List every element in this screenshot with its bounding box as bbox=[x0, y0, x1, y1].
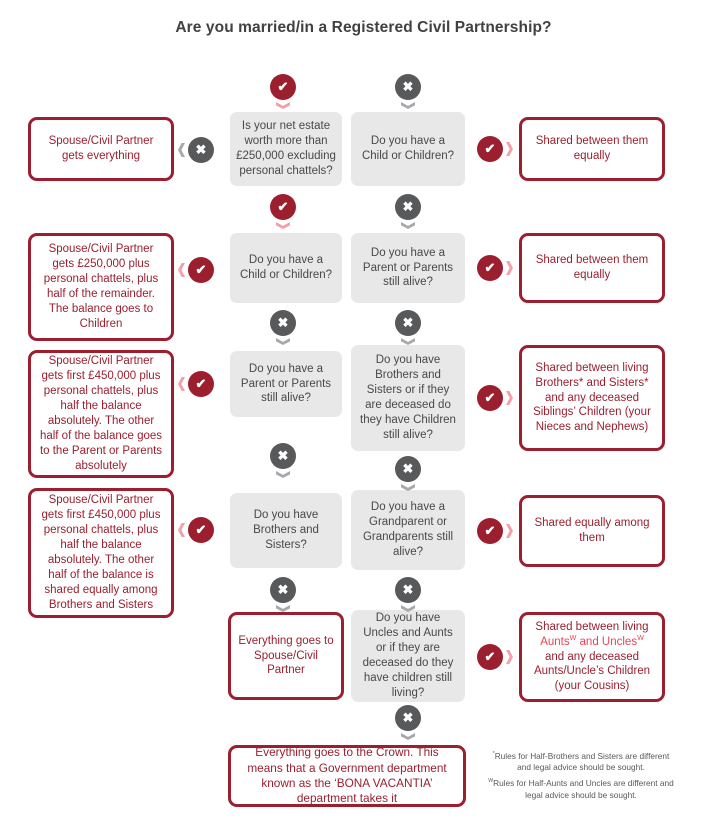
cross-glyph: ✖ bbox=[270, 577, 296, 603]
no-cross-icon bbox=[270, 443, 296, 469]
chevron-down-icon bbox=[401, 338, 415, 345]
question-text: Do you have a Child or Children? bbox=[361, 135, 455, 162]
cross-glyph: ✖ bbox=[395, 74, 421, 100]
question-text: Do you have a Parent or Parents still alive? bbox=[240, 362, 332, 405]
chevron-left-icon bbox=[178, 263, 185, 277]
cross-glyph: ✖ bbox=[395, 577, 421, 603]
question-siblings-single bbox=[351, 345, 465, 451]
cross-glyph: ✖ bbox=[395, 456, 421, 482]
chevron-down-icon bbox=[401, 733, 415, 740]
question-net-estate bbox=[230, 112, 342, 186]
yes-check-icon bbox=[477, 136, 503, 162]
no-cross-icon bbox=[188, 137, 214, 163]
outcome-crown-bona-vacantia bbox=[228, 745, 466, 807]
yes-check-icon bbox=[270, 74, 296, 100]
no-cross-icon bbox=[395, 74, 421, 100]
chevron-right-icon bbox=[506, 261, 513, 275]
question-grandparents bbox=[351, 490, 465, 570]
chevron-down-icon bbox=[276, 102, 290, 109]
aunts-rest: and any deceased Aunts/Uncle’s Children (your Cousins) bbox=[533, 650, 651, 693]
cross-glyph: ✖ bbox=[188, 137, 214, 163]
no-cross-icon bbox=[395, 577, 421, 603]
footnote-text: Rules for Half-Brothers and Sisters are different and legal advice should be sought. bbox=[494, 751, 670, 773]
question-text: Is your net estate worth more than £250,000 excluding personal chattels? bbox=[236, 120, 336, 177]
question-text: Do you have Brothers and Sisters? bbox=[253, 509, 319, 551]
chevron-right-icon bbox=[506, 142, 513, 156]
question-uncles-aunts bbox=[351, 610, 465, 702]
check-glyph: ✔ bbox=[477, 136, 503, 162]
question-text: Do you have a Parent or Parents still alive? bbox=[362, 246, 454, 289]
footnote-mark: W bbox=[488, 778, 494, 785]
yes-check-icon bbox=[477, 385, 503, 411]
footnote-half-aunts bbox=[488, 778, 674, 800]
cross-glyph: ✖ bbox=[270, 443, 296, 469]
chevron-right-icon bbox=[506, 524, 513, 538]
cross-glyph: ✖ bbox=[395, 310, 421, 336]
chevron-right-icon bbox=[506, 650, 513, 664]
check-glyph: ✔ bbox=[188, 371, 214, 397]
yes-check-icon bbox=[188, 257, 214, 283]
outcome-text: Spouse/Civil Partner gets £250,000 plus personal chattels, plus half of the remainder. The balance goes to Children bbox=[43, 243, 159, 330]
check-glyph: ✔ bbox=[270, 194, 296, 220]
question-text: Do you have Brothers and Sisters or if they are deceased do they have Children still alive? bbox=[360, 354, 456, 441]
outcome-everything-to-spouse bbox=[228, 612, 344, 700]
outcome-spouse-250k-plus bbox=[28, 233, 174, 341]
outcome-spouse-gets-everything bbox=[28, 117, 174, 181]
outcome-shared-siblings-nieces bbox=[519, 345, 665, 451]
outcome-text: Shared between them equally bbox=[535, 135, 649, 162]
question-text: Do you have a Child or Children? bbox=[239, 254, 333, 281]
chevron-down-icon bbox=[276, 605, 290, 612]
no-cross-icon bbox=[395, 310, 421, 336]
question-siblings-married bbox=[230, 493, 342, 568]
outcome-shared-grandparents bbox=[519, 495, 665, 567]
page-title: Are you married/in a Registered Civil Partnership? bbox=[175, 19, 552, 36]
yes-check-icon bbox=[477, 644, 503, 670]
outcome-text: Everything goes to Spouse/Civil Partner bbox=[238, 634, 334, 677]
check-glyph: ✔ bbox=[477, 518, 503, 544]
outcome-shared-equally-children bbox=[519, 117, 665, 181]
cross-glyph: ✖ bbox=[395, 194, 421, 220]
question-text: Do you have Uncles and Aunts or if they are deceased do they have children still living? bbox=[362, 612, 454, 699]
footnote-half-siblings bbox=[488, 751, 674, 773]
outcome-text: Everything goes to the Crown. This means that a Government department known as the ‘BONA VACANTIA’ department takes it bbox=[247, 745, 447, 806]
outcome-spouse-450k-parents bbox=[28, 350, 174, 478]
check-glyph: ✔ bbox=[477, 385, 503, 411]
question-parents-single bbox=[351, 233, 465, 303]
footnote-mark: * bbox=[492, 751, 495, 758]
outcome-spouse-450k-siblings bbox=[28, 488, 174, 618]
footnote-text: Rules for Half-Aunts and Uncles are different and legal advice should be sought. bbox=[493, 778, 674, 800]
chevron-down-icon bbox=[276, 338, 290, 345]
outcome-shared-aunts-uncles bbox=[519, 612, 665, 702]
question-children-married bbox=[230, 233, 342, 303]
chevron-left-icon bbox=[178, 377, 185, 391]
chevron-right-icon bbox=[506, 391, 513, 405]
check-glyph: ✔ bbox=[477, 255, 503, 281]
yes-check-icon bbox=[270, 194, 296, 220]
footnotes bbox=[488, 751, 674, 806]
chevron-down-icon bbox=[401, 102, 415, 109]
question-children-single bbox=[351, 112, 465, 186]
no-cross-icon bbox=[395, 456, 421, 482]
chevron-down-icon bbox=[276, 471, 290, 478]
question-parents-married bbox=[230, 351, 342, 417]
cross-glyph: ✖ bbox=[395, 705, 421, 731]
no-cross-icon bbox=[395, 194, 421, 220]
question-text: Do you have a Grandparent or Grandparents still alive? bbox=[362, 501, 454, 558]
aunts-line1: Shared between living bbox=[535, 620, 649, 633]
check-glyph: ✔ bbox=[188, 257, 214, 283]
outcome-shared-equally-parents bbox=[519, 233, 665, 303]
chevron-down-icon bbox=[401, 222, 415, 229]
no-cross-icon bbox=[395, 705, 421, 731]
check-glyph: ✔ bbox=[477, 644, 503, 670]
check-glyph: ✔ bbox=[188, 517, 214, 543]
no-cross-icon bbox=[270, 577, 296, 603]
aunts-pink-text: Aunts$^W$ and Uncles$^W$ bbox=[540, 633, 644, 648]
outcome-text: Shared between them equally bbox=[535, 254, 649, 281]
no-cross-icon bbox=[270, 310, 296, 336]
chevron-left-icon bbox=[178, 143, 185, 157]
chevron-down-icon bbox=[276, 222, 290, 229]
outcome-text: Spouse/Civil Partner gets first £450,000 plus personal chattels, plus half the balance absolutely. The other half of the balance goes to the Parent or Parents absolutely bbox=[39, 355, 163, 472]
outcome-text: Shared equally among them bbox=[534, 517, 650, 544]
outcome-text: Spouse/Civil Partner gets everything bbox=[48, 135, 154, 162]
yes-check-icon bbox=[477, 255, 503, 281]
cross-glyph: ✖ bbox=[270, 310, 296, 336]
outcome-text bbox=[529, 620, 655, 695]
outcome-text: Spouse/Civil Partner gets first £450,000 plus personal chattels, plus half the balance absolutely. The other half of the balance is shared equally among Brothers and Sisters bbox=[41, 494, 161, 611]
yes-check-icon bbox=[477, 518, 503, 544]
yes-check-icon bbox=[188, 371, 214, 397]
check-glyph: ✔ bbox=[270, 74, 296, 100]
chevron-left-icon bbox=[178, 523, 185, 537]
outcome-text: Shared between living Brothers* and Sisters* and any deceased Siblings’ Children (your Nieces and Nephews) bbox=[533, 361, 651, 434]
yes-check-icon bbox=[188, 517, 214, 543]
